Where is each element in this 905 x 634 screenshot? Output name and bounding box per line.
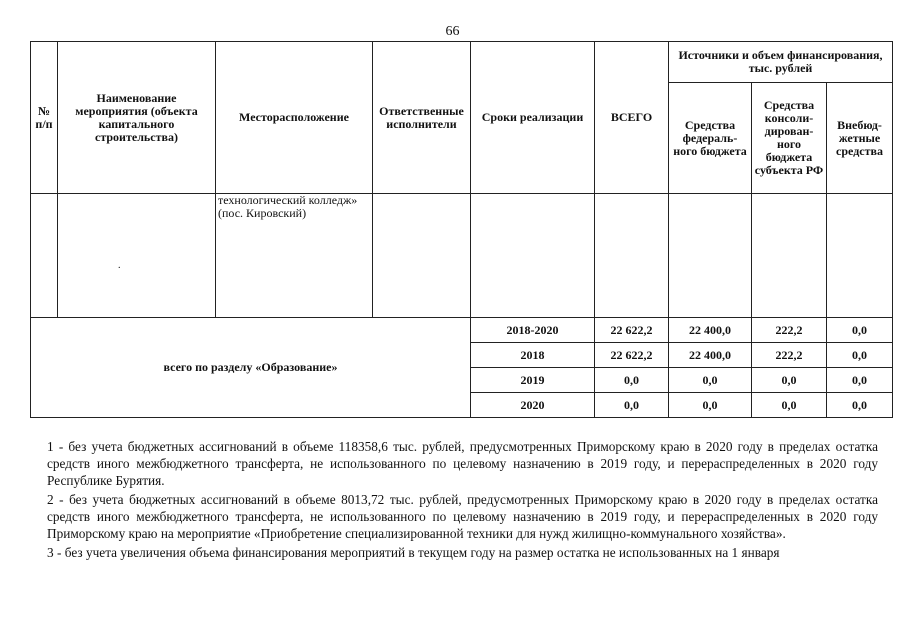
header-total: ВСЕГО <box>595 42 669 194</box>
page-number: 66 <box>445 24 460 39</box>
header-responsible: Ответственные исполнители <box>373 42 471 194</box>
cell-total <box>595 194 669 318</box>
footnote: 2 - без учета бюджетных ассигнований в объеме 8013,72 тыс. рублей, предусмотренных Приморскому краю в 2020 году в пределах остатка средств иного межбюджетного трансферта, не использованного по целевому назначению в 2019 году, и перераспределенных в 2020 году Приморскому краю на мероприятие «Приобретение специализированной техники для нужд жилищно-коммунального хозяйства». <box>47 492 878 541</box>
cell-location: технологический колледж» (пос. Кировский) <box>216 194 373 318</box>
header-name: Наименование мероприятия (объекта капитального строительства) <box>58 42 216 194</box>
summary-extra: 0,0 <box>827 368 893 393</box>
header-num: № п/п <box>31 42 58 194</box>
header-consolidated: Средства консоли-дирован-ного бюджета субъекта РФ <box>752 83 827 194</box>
stray-mark: . <box>118 260 121 271</box>
summary-total: 0,0 <box>595 393 669 418</box>
summary-consolidated: 222,2 <box>752 318 827 343</box>
summary-federal: 22 400,0 <box>669 343 752 368</box>
header-federal: Средства федераль-ного бюджета <box>669 83 752 194</box>
summary-extra: 0,0 <box>827 343 893 368</box>
summary-label: всего по разделу «Образование» <box>31 318 471 418</box>
header-sources: Источники и объем финансирования, тыс. рублей <box>669 42 893 83</box>
cell-responsible <box>373 194 471 318</box>
cell-name <box>58 194 216 318</box>
header-terms: Сроки реализации <box>471 42 595 194</box>
summary-extra: 0,0 <box>827 393 893 418</box>
summary-period: 2020 <box>471 393 595 418</box>
footnote: 3 - без учета увеличения объема финансирования мероприятий в текущем году на размер остатка не использованных на 1 января <box>47 545 780 560</box>
cell-federal <box>669 194 752 318</box>
summary-period: 2018-2020 <box>471 318 595 343</box>
footnotes <box>47 438 878 563</box>
cell-num <box>31 194 58 318</box>
summary-row <box>31 318 893 343</box>
summary-consolidated: 0,0 <box>752 393 827 418</box>
budget-table <box>30 41 893 418</box>
summary-federal: 22 400,0 <box>669 318 752 343</box>
summary-total: 22 622,2 <box>595 318 669 343</box>
summary-period: 2018 <box>471 343 595 368</box>
summary-extra: 0,0 <box>827 318 893 343</box>
summary-federal: 0,0 <box>669 368 752 393</box>
summary-consolidated: 0,0 <box>752 368 827 393</box>
summary-federal: 0,0 <box>669 393 752 418</box>
summary-total: 22 622,2 <box>595 343 669 368</box>
summary-period: 2019 <box>471 368 595 393</box>
cell-extra <box>827 194 893 318</box>
summary-consolidated: 222,2 <box>752 343 827 368</box>
header-extra: Внебюд-жетные средства <box>827 83 893 194</box>
table-row <box>31 194 893 318</box>
header-location: Месторасположение <box>216 42 373 194</box>
summary-total: 0,0 <box>595 368 669 393</box>
footnote: 1 - без учета бюджетных ассигнований в объеме 118358,6 тыс. рублей, предусмотренных Приморскому краю в 2020 году в пределах остатка средств иного межбюджетного трансферта, не использованного по целевому назначению в 2019 году, и перераспределенных в 2020 году Республике Бурятия. <box>47 439 878 488</box>
budget-table-container <box>30 41 893 418</box>
cell-consolidated <box>752 194 827 318</box>
cell-terms <box>471 194 595 318</box>
